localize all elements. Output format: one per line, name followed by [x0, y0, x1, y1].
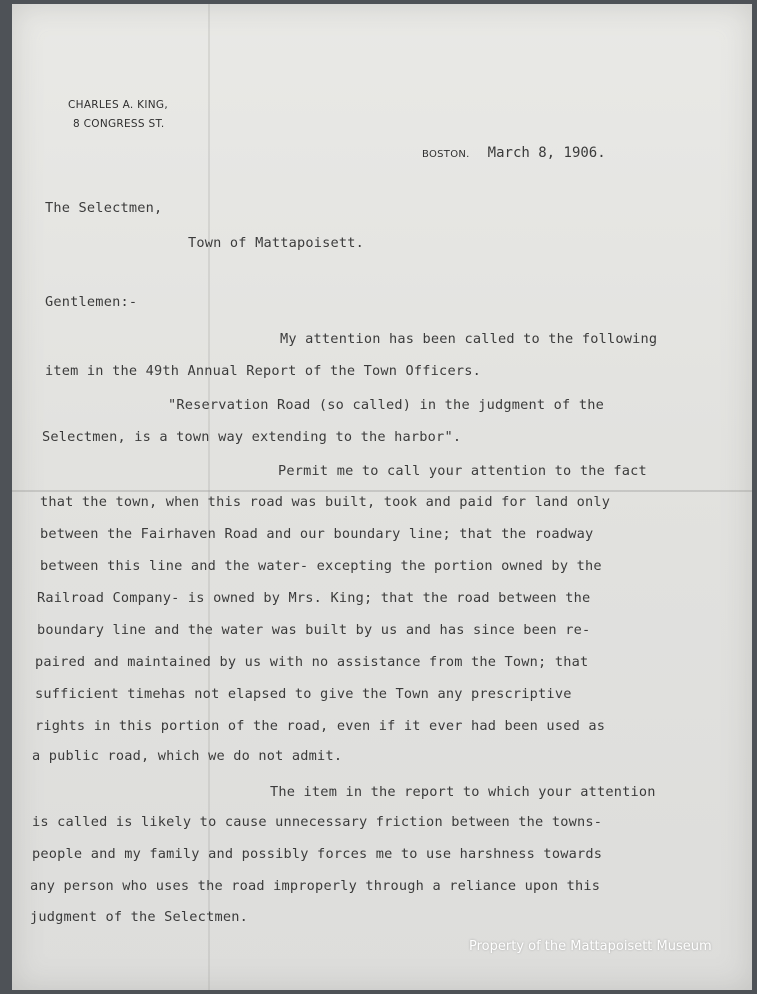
- body-line: paired and maintained by us with no assistance from the Town; that: [35, 654, 589, 670]
- body-line: between this line and the water- excepting the portion owned by the: [40, 558, 602, 574]
- body-line: between the Fairhaven Road and our boundary line; that the roadway: [40, 526, 594, 542]
- body-line: Permit me to call your attention to the fact: [278, 463, 647, 479]
- body-line: people and my family and possibly forces me to use harshness towards: [32, 846, 603, 862]
- body-line: is called is likely to cause unnecessary friction between the towns-: [32, 814, 603, 830]
- body-line: "Reservation Road (so called) in the judgment of the: [168, 397, 604, 413]
- addressee-town: Town of Mattapoisett.: [188, 235, 365, 251]
- body-line: a public road, which we do not admit.: [32, 748, 343, 764]
- letterhead: [68, 96, 168, 134]
- paper-fold-horizontal: [12, 490, 752, 492]
- dateline: [422, 144, 606, 162]
- letter-page: [12, 4, 752, 990]
- addressee-line: The Selectmen,: [45, 200, 163, 216]
- dateline-city: BOSTON.: [422, 149, 470, 160]
- body-line: any person who uses the road improperly through a reliance upon this: [30, 878, 601, 894]
- body-line: judgment of the Selectmen.: [30, 909, 248, 925]
- body-line: Selectmen, is a town way extending to the harbor".: [42, 429, 462, 445]
- body-line: My attention has been called to the following: [280, 331, 658, 347]
- greeting: Gentlemen:-: [45, 294, 138, 310]
- body-line: that the town, when this road was built, took and paid for land only: [40, 494, 611, 510]
- body-line: rights in this portion of the road, even if it ever had been used as: [35, 718, 606, 734]
- dateline-date: March 8, 1906.: [487, 145, 606, 161]
- body-line: sufficient timehas not elapsed to give the Town any prescriptive: [35, 686, 572, 702]
- letterhead-name: CHARLES A. KING,: [68, 99, 168, 111]
- body-line: item in the 49th Annual Report of the Town Officers.: [45, 363, 481, 379]
- body-line: Railroad Company- is owned by Mrs. King; that the road between the: [37, 590, 591, 606]
- letterhead-address: 8 CONGRESS ST.: [73, 118, 165, 130]
- museum-watermark: Property of the Mattapoisett Museum: [469, 939, 712, 954]
- body-line: boundary line and the water was built by us and has since been re-: [37, 622, 591, 638]
- body-line: The item in the report to which your attention: [270, 784, 656, 800]
